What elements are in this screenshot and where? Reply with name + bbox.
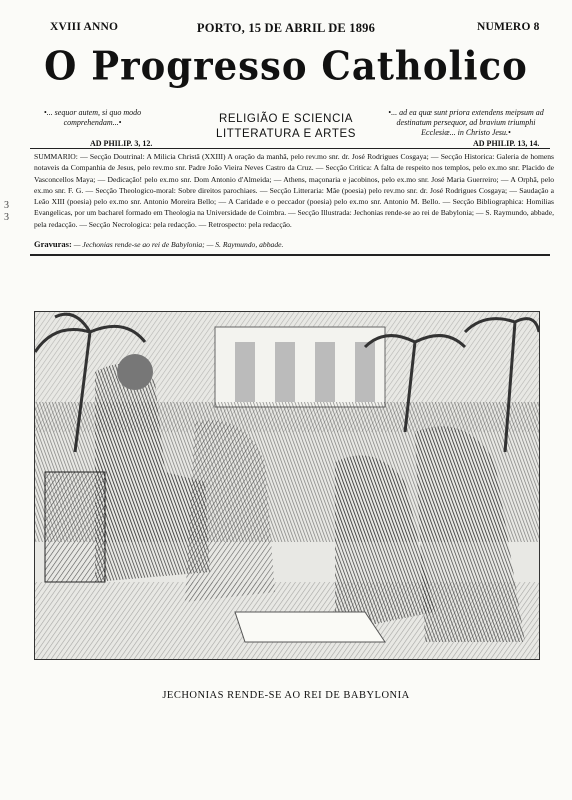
summary-block: [34, 151, 554, 230]
gravuras-block: [34, 239, 554, 250]
masthead-title: O Progresso Catholico: [44, 42, 528, 90]
subtitle-literature-arts: LITTERATURA E ARTES: [215, 128, 357, 140]
subtitle-religion-science: RELIGIÃO E SCIENCIA: [218, 113, 354, 125]
summary-text: — Secção Doutrinal: A Milicia Christã (XXIII) A oração da manhã, pelo rev.mo snr. dr. José Rodrigues Cosgaya; — Secção Historica: Galeria de homens notaveis da Companhia de Jesus, pelo rev.mo snr. Padre João Vieira Neves Castro da Cruz. — Secção Critica: A falta de respeito nos templos, pelo ex.mo snr. Placido de Vasconcellos Maya; — Dedicação! pelo ex.mo snr. Dom Antonio d'Almeida; — Athens, maçonaria e jacobinos, pelo ex.mo snr. José Maria Guerreiro; — A Orphã, pelo ex.mo snr. F. G. — Secção Theologico-moral: Sobre direitos parochiaes. — Secção Litteraria: Mãe (poesia) pelo rev.mo snr. dr. José Rodrigues Cosgaya; — Saudação a Leão XIII (poesia) pelo ex.mo snr. Antonio Moreira Bello; — A Caridade e o peccador (poesia) pelo ex.mo snr. Antonio M. Bello. — Secção Bibliographica: Homilias Evangelicas, por um bacharel formado em Theologia na Universidade de Coimbra. — Secção Illustrada: Jechonias rende-se ao rei de Babylonia; — S. Raymundo, abbade, pela redacção. — Secção Necrologica: pela redacção. — Retrospecto: pela redacção.: [34, 152, 554, 229]
illustration-caption: JECHONIAS RENDE-SE AO REI DE BABYLONIA: [162, 690, 410, 701]
header-rule: [30, 148, 550, 149]
margin-mark: 3: [4, 200, 9, 211]
motto-left: •... sequor autem, si quo modo comprehendam...•: [43, 108, 142, 127]
summary-label: SUMMARIO:: [34, 152, 78, 161]
gravuras-text: — Jechonias rende-se ao rei de Babylonia; — S. Raymundo, abbade.: [73, 240, 284, 249]
summary-rule: [30, 254, 550, 256]
margin-mark: 3: [4, 212, 9, 223]
dateline: PORTO, 15 DE ABRIL DE 1896: [196, 21, 376, 35]
motto-right: •... ad ea quæ sunt priora extendens meipsum ad destinatum persequor, ad bravium triumphi Ecclesiæ... in Christo Jesu.•: [388, 108, 544, 137]
issue-number: NUMERO 8: [477, 21, 540, 33]
motto-left-reference: AD PHILIP. 3, 12.: [90, 139, 153, 148]
engraving-illustration: [34, 311, 540, 660]
volume-label: XVIII ANNO: [50, 21, 119, 33]
motto-right-reference: AD PHILIP. 13, 14.: [473, 139, 540, 148]
gravuras-label: Gravuras:: [34, 239, 72, 249]
